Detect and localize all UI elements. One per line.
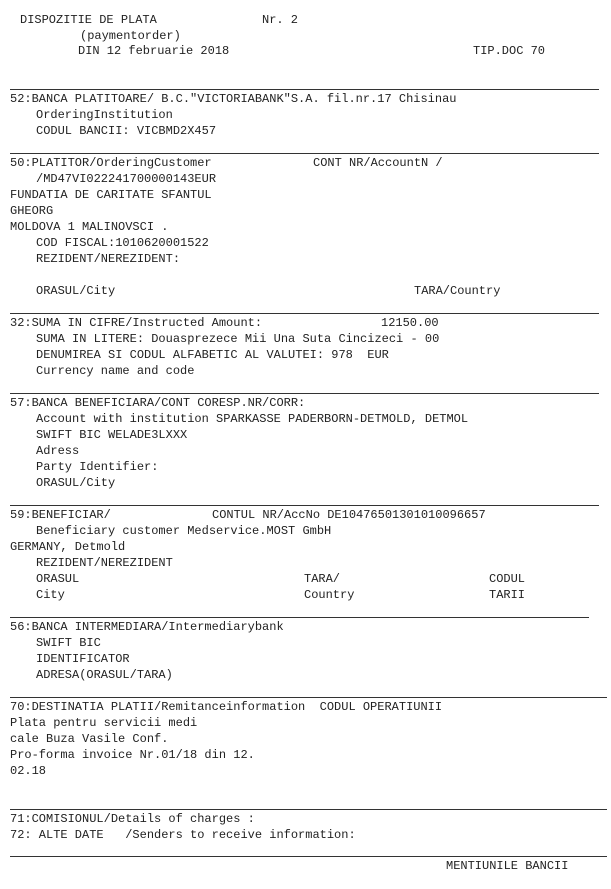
field-57-party-identifier: Party Identifier: xyxy=(36,460,159,474)
document-number: Nr. 2 xyxy=(262,13,299,27)
divider xyxy=(10,153,599,154)
field-50-fiscal-code: COD FISCAL:1010620001522 xyxy=(36,236,209,250)
field-70-text: Pro-forma invoice Nr.01/18 din 12. xyxy=(10,748,255,762)
field-32-label: 32:SUMA IN CIFRE/Instructed Amount: xyxy=(10,316,263,330)
field-57-city: ORASUL/City xyxy=(36,476,116,490)
field-70-text: Plata pentru servicii medi xyxy=(10,716,198,730)
divider xyxy=(10,617,589,618)
field-50-label: 50:PLATITOR/OrderingCustomer xyxy=(10,156,212,170)
field-52-bank: 52:BANCA PLATITOARE/ B.C."VICTORIABANK"S.A. fil.nr.17 Chisinau xyxy=(10,92,457,106)
field-50-name-cont: GHEORG xyxy=(10,204,54,218)
field-56-identifier: IDENTIFICATOR xyxy=(36,652,130,666)
divider xyxy=(10,89,599,90)
field-52-label: OrderingInstitution xyxy=(36,108,173,122)
field-32-amount: 12150.00 xyxy=(381,316,439,330)
field-50-name: FUNDATIA DE CARITATE SFANTUL xyxy=(10,188,212,202)
field-72-other-data: 72: ALTE DATE /Senders to receive information: xyxy=(10,828,356,842)
field-59-country-label: TARA/ xyxy=(304,572,341,586)
divider xyxy=(10,393,599,394)
divider xyxy=(10,313,599,314)
divider xyxy=(10,505,599,506)
field-32-amount-words: SUMA IN LITERE: Douasprezece Mii Una Suta Cincizeci - 00 xyxy=(36,332,440,346)
divider xyxy=(10,697,607,698)
field-59-city-label: ORASUL xyxy=(36,572,80,586)
document-title: DISPOZITIE DE PLATA xyxy=(20,13,157,27)
bank-notes-label: MENTIUNILE BANCII xyxy=(446,859,569,873)
field-57-institution: Account with institution SPARKASSE PADERBORN-DETMOLD, DETMOL xyxy=(36,412,469,426)
field-57-adress: Adress xyxy=(36,444,80,458)
field-50-account-label: CONT NR/AccountN / xyxy=(313,156,443,170)
field-59-code-label: CODUL xyxy=(489,572,526,586)
field-50-resident: REZIDENT/NEREZIDENT: xyxy=(36,252,181,266)
field-59-label: 59:BENEFICIAR/ xyxy=(10,508,111,522)
field-56-swift: SWIFT BIC xyxy=(36,636,101,650)
field-59-country-label-en: Country xyxy=(304,588,355,602)
field-59-resident: REZIDENT/NEREZIDENT xyxy=(36,556,173,570)
field-50-country: TARA/Country xyxy=(414,284,501,298)
field-50-address: MOLDOVA 1 MALINOVSCI . xyxy=(10,220,169,234)
divider xyxy=(10,809,607,810)
field-57-swift: SWIFT BIC WELADE3LXXX xyxy=(36,428,188,442)
field-70-text: 02.18 xyxy=(10,764,47,778)
field-32-currency-label: Currency name and code xyxy=(36,364,195,378)
field-59-beneficiary: Beneficiary customer Medservice.MOST GmbH xyxy=(36,524,332,538)
divider xyxy=(10,856,607,857)
field-56-address: ADRESA(ORASUL/TARA) xyxy=(36,668,173,682)
field-59-account: CONTUL NR/AccNo DE10476501301010096657 xyxy=(212,508,486,522)
field-57-label: 57:BANCA BENEFICIARA/CONT CORESP.NR/CORR: xyxy=(10,396,306,410)
document-subtitle: (paymentorder) xyxy=(80,29,181,43)
field-52-bank-code: CODUL BANCII: VICBMD2X457 xyxy=(36,124,217,138)
document-type: TIP.DOC 70 xyxy=(473,44,546,58)
field-71-charges: 71:COMISIONUL/Details of charges : xyxy=(10,812,255,826)
field-50-city: ORASUL/City xyxy=(36,284,116,298)
field-59-country-city: GERMANY, Detmold xyxy=(10,540,126,554)
field-32-currency: DENUMIREA SI CODUL ALFABETIC AL VALUTEI: 978 EUR xyxy=(36,348,389,362)
field-70-text: cale Buza Vasile Conf. xyxy=(10,732,169,746)
field-70-label: 70:DESTINATIA PLATII/Remitanceinformation CODUL OPERATIUNII xyxy=(10,700,443,714)
field-50-account: /MD47VI022241700000143EUR xyxy=(36,172,217,186)
field-59-code-label-en: TARII xyxy=(489,588,526,602)
field-59-city-label-en: City xyxy=(36,588,65,602)
document-date: DIN 12 februarie 2018 xyxy=(78,44,230,58)
field-56-label: 56:BANCA INTERMEDIARA/Intermediarybank xyxy=(10,620,284,634)
